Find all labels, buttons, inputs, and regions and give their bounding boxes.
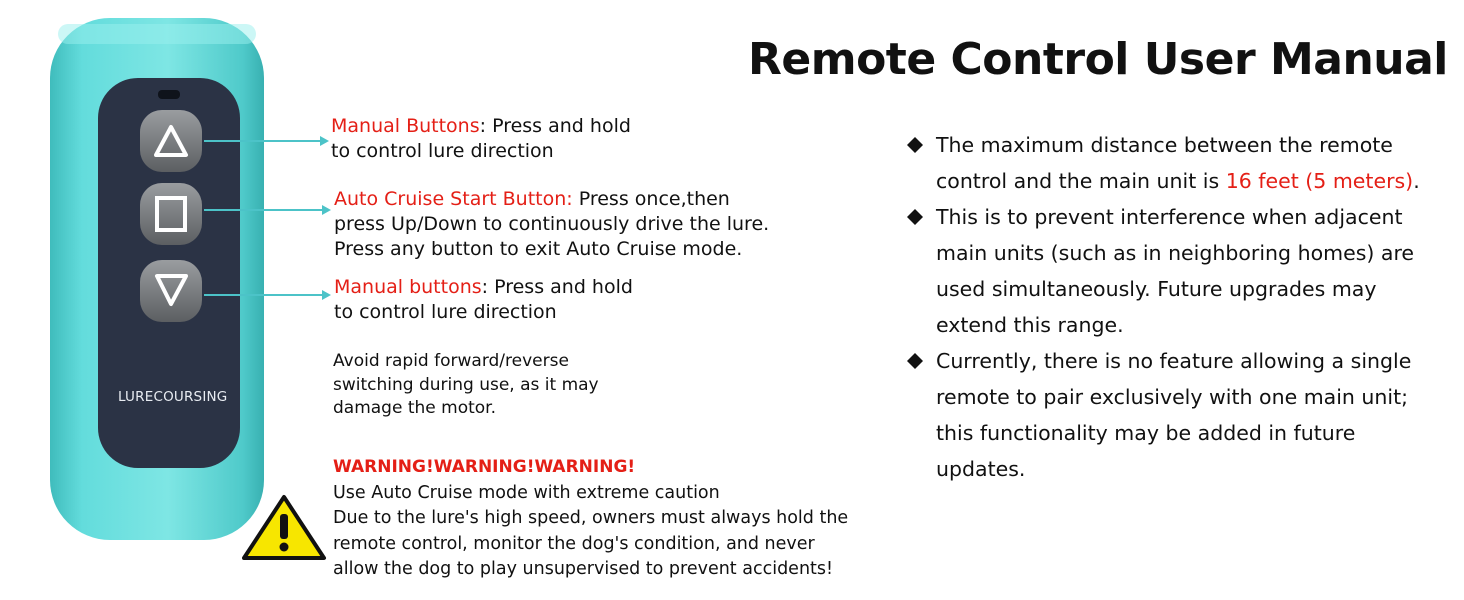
callout-title: Auto Cruise Start Button:: [334, 188, 573, 210]
callout-line: to control lure direction: [334, 301, 557, 323]
callout-manual-up: [331, 114, 631, 164]
up-button[interactable]: [140, 110, 202, 172]
note-line: damage the motor.: [333, 398, 497, 418]
callout-text: Press and hold: [486, 115, 631, 137]
note-line: switching during use, as it may: [333, 374, 599, 395]
bullet-text: This is to prevent interference when adjacent main units (such as in neighboring homes) are used simultaneously. Future upgrades may extend this range.: [936, 205, 1415, 337]
diamond-bullet-icon: [906, 352, 924, 370]
callout-line: press Up/Down to continuously drive the lure.: [334, 213, 770, 235]
down-button[interactable]: [140, 260, 202, 322]
bullet-item: [906, 127, 1446, 199]
bullet-item: [906, 199, 1446, 343]
bullet-text: The maximum distance between the remote control and the main unit is: [936, 133, 1393, 193]
callout-title: Manual Buttons: [331, 115, 480, 137]
callout-colon: :: [481, 276, 489, 298]
bullet-item: [906, 343, 1446, 487]
warning-line: allow the dog to play unsupervised to prevent accidents!: [333, 559, 834, 579]
callout-line: to control lure direction: [331, 140, 554, 162]
diamond-bullet-icon: [906, 208, 924, 226]
warning-line: remote control, monitor the dog's condition, and never: [333, 533, 815, 554]
callout-colon: :: [479, 115, 487, 137]
motor-note: [333, 350, 599, 421]
warning-line: Use Auto Cruise mode with extreme caution: [333, 482, 720, 503]
callout-manual-down: [334, 275, 633, 325]
callout-auto-cruise: [334, 187, 769, 262]
callout-title: Manual buttons: [334, 276, 482, 298]
remote-brand-label: LURECOURSING: [118, 389, 228, 405]
bullet-text: Currently, there is no feature allowing a single remote to pair exclusively with one main unit; this functionality may be added in future updates.: [936, 349, 1412, 481]
diamond-bullet-icon: [906, 136, 924, 154]
page-title: Remote Control User Manual: [748, 34, 1448, 85]
warning-block: [333, 455, 848, 583]
bullet-text-end: .: [1413, 169, 1420, 193]
warning-line: Due to the lure's high speed, owners must always hold the: [333, 508, 849, 528]
note-line: Avoid rapid forward/reverse: [333, 351, 569, 371]
callout-text: Press and hold: [488, 276, 633, 298]
warning-heading: WARNING!WARNING!WARNING!: [333, 457, 636, 477]
auto-cruise-button[interactable]: [140, 183, 202, 245]
callout-line: Press any button to exit Auto Cruise mode.: [334, 238, 743, 260]
info-bullets: [906, 127, 1446, 487]
callout-text: Press once,then: [572, 188, 730, 210]
distance-highlight: 16 feet (5 meters): [1225, 169, 1414, 193]
